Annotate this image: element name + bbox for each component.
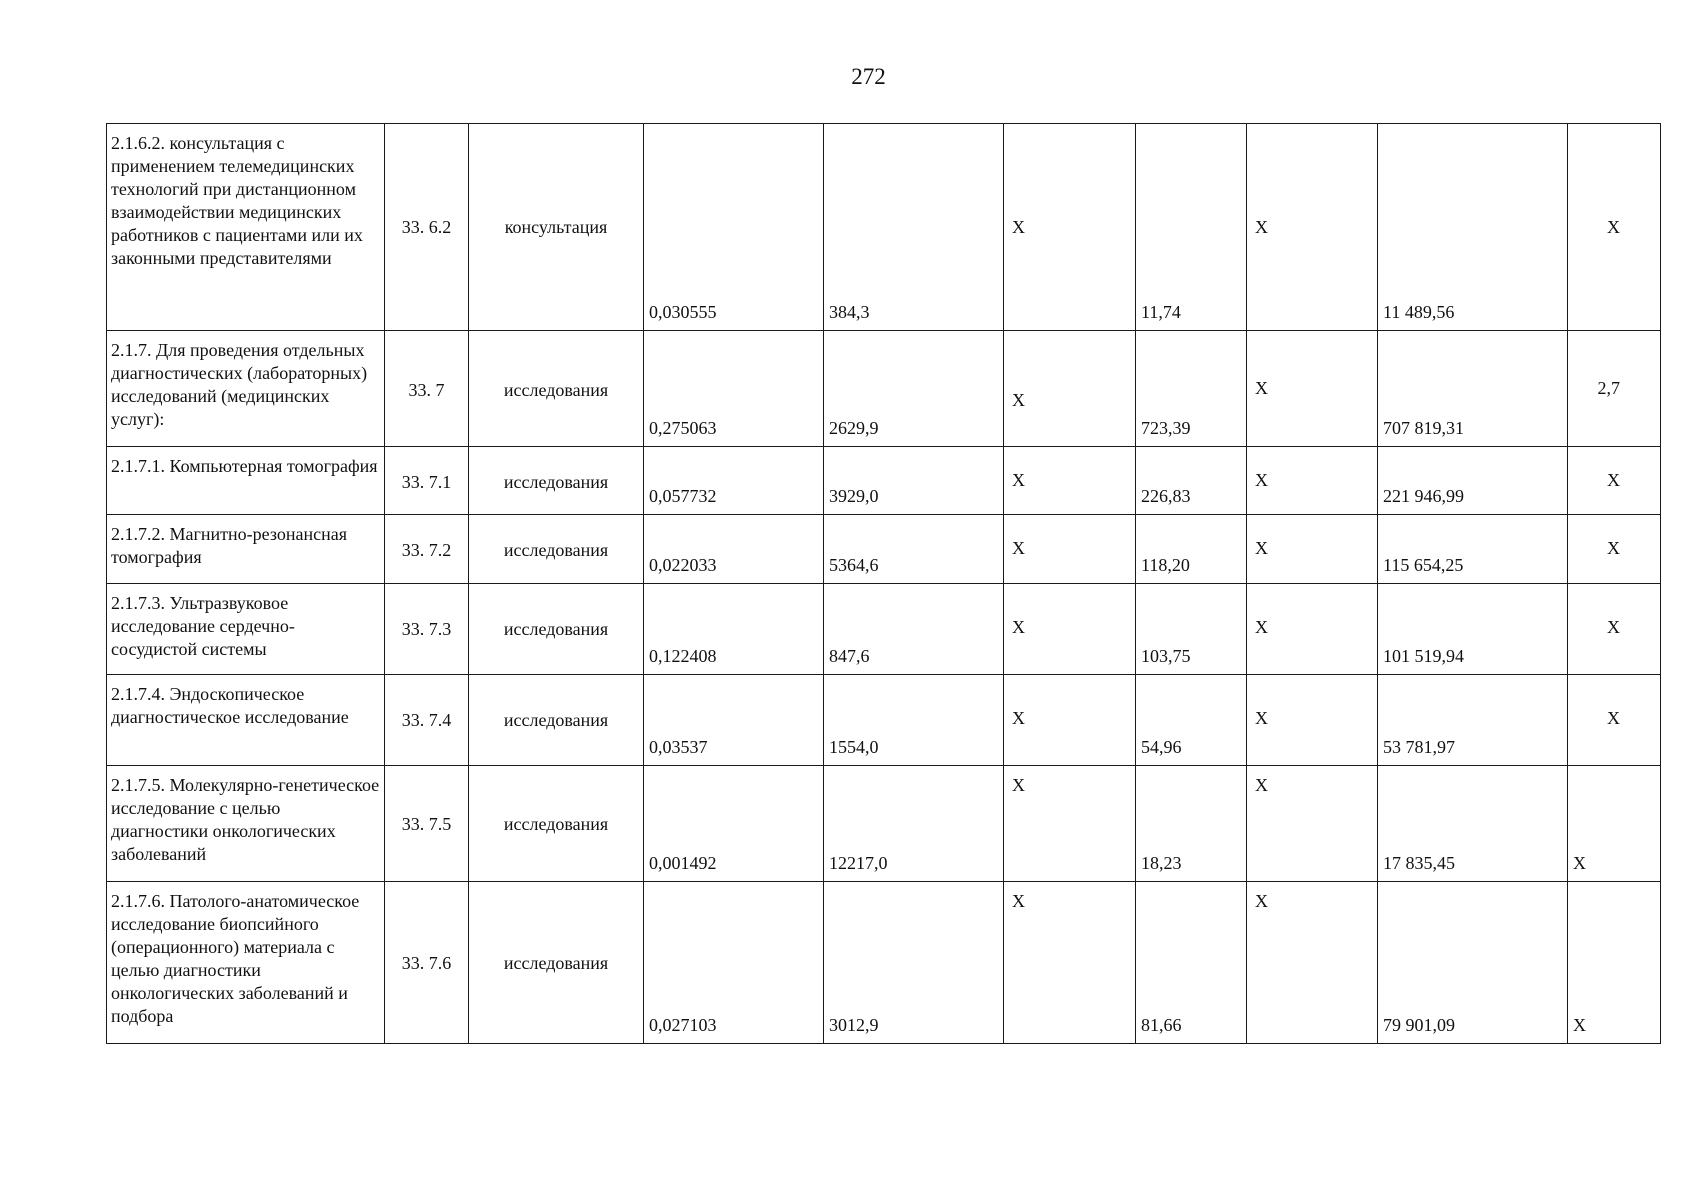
row-norm: 0,027103 <box>649 1015 717 1035</box>
row-name: 2.1.7.2. Магнитно-резонансная томография <box>111 524 347 567</box>
row-total: 11 489,56 <box>1383 302 1455 322</box>
row-x1: X <box>1012 775 1025 795</box>
row-x1: X <box>1012 617 1025 637</box>
row-x2: X <box>1255 617 1268 637</box>
row-total: 101 519,94 <box>1383 646 1464 666</box>
row-per-capita: 723,39 <box>1141 418 1191 438</box>
row-per-capita-cell <box>1136 766 1247 882</box>
row-x2-cell <box>1247 882 1378 1044</box>
row-code-cell <box>385 447 469 515</box>
row-unit: исследования <box>503 472 609 492</box>
row-name-cell <box>107 447 385 515</box>
row-norm-cell <box>644 882 824 1044</box>
row-x2-cell <box>1247 584 1378 675</box>
row-last-cell <box>1568 515 1661 584</box>
row-norm: 0,275063 <box>649 418 717 438</box>
row-cost-cell <box>824 447 1004 515</box>
tariff-table <box>106 123 1661 1044</box>
row-code: 33. 6.2 <box>401 217 452 237</box>
row-last-cell <box>1568 447 1661 515</box>
row-unit-cell <box>469 675 644 766</box>
row-norm-cell <box>644 584 824 675</box>
row-name: 2.1.6.2. консультация с применением телемедицинских технологий при дистанционном взаимодействии медицинских работников с пациентами или их законными представителями <box>111 133 363 268</box>
row-total-cell <box>1378 766 1568 882</box>
row-per-capita-cell <box>1136 675 1247 766</box>
row-code: 33. 7.2 <box>401 540 452 560</box>
row-name-cell <box>107 882 385 1044</box>
row-cost: 1554,0 <box>829 737 879 757</box>
row-name: 2.1.7.4. Эндоскопическое диагностическое исследование <box>111 684 349 727</box>
row-last: 2,7 <box>1597 378 1620 398</box>
row-cost-cell <box>824 331 1004 447</box>
row-last: X <box>1607 470 1620 490</box>
row-code: 33. 7.3 <box>401 619 452 639</box>
row-x1-cell <box>1004 584 1136 675</box>
table-row <box>107 675 1661 766</box>
row-per-capita-cell <box>1136 331 1247 447</box>
row-x1-cell <box>1004 766 1136 882</box>
row-x2-cell <box>1247 447 1378 515</box>
row-code: 33. 7 <box>408 380 445 400</box>
row-cost-cell <box>824 124 1004 331</box>
row-cost-cell <box>824 882 1004 1044</box>
row-name: 2.1.7. Для проведения отдельных диагностических (лабораторных) исследований (медицинских услуг): <box>111 340 368 429</box>
row-norm-cell <box>644 331 824 447</box>
row-x2-cell <box>1247 515 1378 584</box>
row-norm-cell <box>644 675 824 766</box>
row-x2: X <box>1255 708 1268 728</box>
row-per-capita: 103,75 <box>1141 646 1191 666</box>
row-unit: исследования <box>503 710 609 730</box>
row-code: 33. 7.5 <box>401 814 452 834</box>
row-unit: исследования <box>503 380 609 400</box>
row-name-cell <box>107 515 385 584</box>
row-last: X <box>1573 1015 1586 1035</box>
row-last-cell <box>1568 882 1661 1044</box>
row-x2: X <box>1255 217 1268 237</box>
row-name-cell <box>107 331 385 447</box>
row-total: 115 654,25 <box>1383 555 1464 575</box>
row-last-cell <box>1568 124 1661 331</box>
table-row <box>107 515 1661 584</box>
row-norm: 0,057732 <box>649 486 717 506</box>
row-unit: исследования <box>503 814 609 834</box>
row-unit-cell <box>469 331 644 447</box>
row-total: 707 819,31 <box>1383 418 1464 438</box>
row-x2: X <box>1255 775 1268 795</box>
row-norm: 0,022033 <box>649 555 717 575</box>
row-cost: 384,3 <box>829 302 870 322</box>
row-unit-cell <box>469 124 644 331</box>
row-x1-cell <box>1004 515 1136 584</box>
row-per-capita-cell <box>1136 124 1247 331</box>
row-cost: 3012,9 <box>829 1015 879 1035</box>
row-per-capita: 18,23 <box>1141 853 1182 873</box>
row-total: 221 946,99 <box>1383 486 1464 506</box>
row-last: X <box>1607 617 1620 637</box>
row-total: 79 901,09 <box>1383 1015 1455 1035</box>
row-last-cell <box>1568 331 1661 447</box>
row-x2-cell <box>1247 124 1378 331</box>
row-cost: 5364,6 <box>829 555 879 575</box>
row-x2: X <box>1255 470 1268 490</box>
row-total-cell <box>1378 331 1568 447</box>
row-per-capita-cell <box>1136 882 1247 1044</box>
row-cost: 2629,9 <box>829 418 879 438</box>
row-total-cell <box>1378 447 1568 515</box>
row-cost: 847,6 <box>829 646 870 666</box>
row-cost-cell <box>824 584 1004 675</box>
row-cost: 3929,0 <box>829 486 879 506</box>
row-norm-cell <box>644 124 824 331</box>
row-x2: X <box>1255 378 1268 398</box>
row-name: 2.1.7.1. Компьютерная томография <box>111 456 378 476</box>
table-row <box>107 331 1661 447</box>
table-row <box>107 584 1661 675</box>
row-norm: 0,030555 <box>649 302 717 322</box>
row-code-cell <box>385 124 469 331</box>
row-unit-cell <box>469 882 644 1044</box>
row-per-capita-cell <box>1136 584 1247 675</box>
row-x2-cell <box>1247 766 1378 882</box>
row-x1: X <box>1012 390 1025 410</box>
row-last: X <box>1607 217 1620 237</box>
row-norm: 0,03537 <box>649 737 708 757</box>
row-x1: X <box>1012 708 1025 728</box>
row-cost-cell <box>824 675 1004 766</box>
row-name-cell <box>107 766 385 882</box>
row-code: 33. 7.6 <box>401 953 452 973</box>
row-unit: исследования <box>503 619 609 639</box>
row-x1: X <box>1012 217 1025 237</box>
row-unit-cell <box>469 766 644 882</box>
row-unit: исследования <box>503 540 609 560</box>
row-last: X <box>1607 538 1620 558</box>
row-total-cell <box>1378 124 1568 331</box>
row-norm: 0,122408 <box>649 646 717 666</box>
row-x2: X <box>1255 538 1268 558</box>
row-per-capita-cell <box>1136 515 1247 584</box>
table-row <box>107 766 1661 882</box>
row-last-cell <box>1568 766 1661 882</box>
row-code-cell <box>385 675 469 766</box>
row-unit-cell <box>469 447 644 515</box>
row-per-capita: 54,96 <box>1141 737 1182 757</box>
row-x1: X <box>1012 538 1025 558</box>
page-number: 272 <box>851 64 886 89</box>
row-unit: консультация <box>504 217 608 237</box>
row-cost-cell <box>824 515 1004 584</box>
row-name: 2.1.7.3. Ультразвуковое исследование сердечно-сосудистой системы <box>111 593 295 659</box>
row-total: 53 781,97 <box>1383 737 1455 757</box>
table-row <box>107 882 1661 1044</box>
row-unit-cell <box>469 515 644 584</box>
row-last-cell <box>1568 584 1661 675</box>
row-x2: X <box>1255 891 1268 911</box>
row-x1-cell <box>1004 331 1136 447</box>
row-x1: X <box>1012 470 1025 490</box>
row-x1-cell <box>1004 675 1136 766</box>
row-total-cell <box>1378 584 1568 675</box>
row-last: X <box>1607 708 1620 728</box>
row-total-cell <box>1378 515 1568 584</box>
row-x2-cell <box>1247 331 1378 447</box>
row-cost: 12217,0 <box>829 853 888 873</box>
row-name: 2.1.7.6. Патолого-анатомическое исследование биопсийного (операционного) материала с целью диагностики онкологических заболеваний и подбора <box>111 891 360 1026</box>
row-cost-cell <box>824 766 1004 882</box>
row-name-cell <box>107 675 385 766</box>
row-name-cell <box>107 124 385 331</box>
row-total: 17 835,45 <box>1383 853 1455 873</box>
row-total-cell <box>1378 882 1568 1044</box>
row-per-capita: 81,66 <box>1141 1015 1182 1035</box>
row-code-cell <box>385 766 469 882</box>
row-x1: X <box>1012 891 1025 911</box>
row-per-capita: 11,74 <box>1141 302 1181 322</box>
row-code-cell <box>385 515 469 584</box>
row-x2-cell <box>1247 675 1378 766</box>
row-name: 2.1.7.5. Молекулярно-генетическое исследование с целью диагностики онкологических заболеваний <box>111 775 380 864</box>
row-per-capita-cell <box>1136 447 1247 515</box>
table-row <box>107 124 1661 331</box>
row-code: 33. 7.4 <box>401 710 452 730</box>
row-last-cell <box>1568 675 1661 766</box>
row-norm-cell <box>644 515 824 584</box>
row-x1-cell <box>1004 447 1136 515</box>
row-code-cell <box>385 584 469 675</box>
row-per-capita: 118,20 <box>1141 555 1190 575</box>
row-name-cell <box>107 584 385 675</box>
row-unit: исследования <box>503 953 609 973</box>
row-norm-cell <box>644 766 824 882</box>
row-x1-cell <box>1004 882 1136 1044</box>
row-x1-cell <box>1004 124 1136 331</box>
row-code: 33. 7.1 <box>401 472 452 492</box>
row-per-capita: 226,83 <box>1141 486 1191 506</box>
row-norm: 0,001492 <box>649 853 717 873</box>
table-row <box>107 447 1661 515</box>
row-norm-cell <box>644 447 824 515</box>
row-unit-cell <box>469 584 644 675</box>
row-code-cell <box>385 882 469 1044</box>
row-last: X <box>1573 853 1586 873</box>
row-code-cell <box>385 331 469 447</box>
row-total-cell <box>1378 675 1568 766</box>
